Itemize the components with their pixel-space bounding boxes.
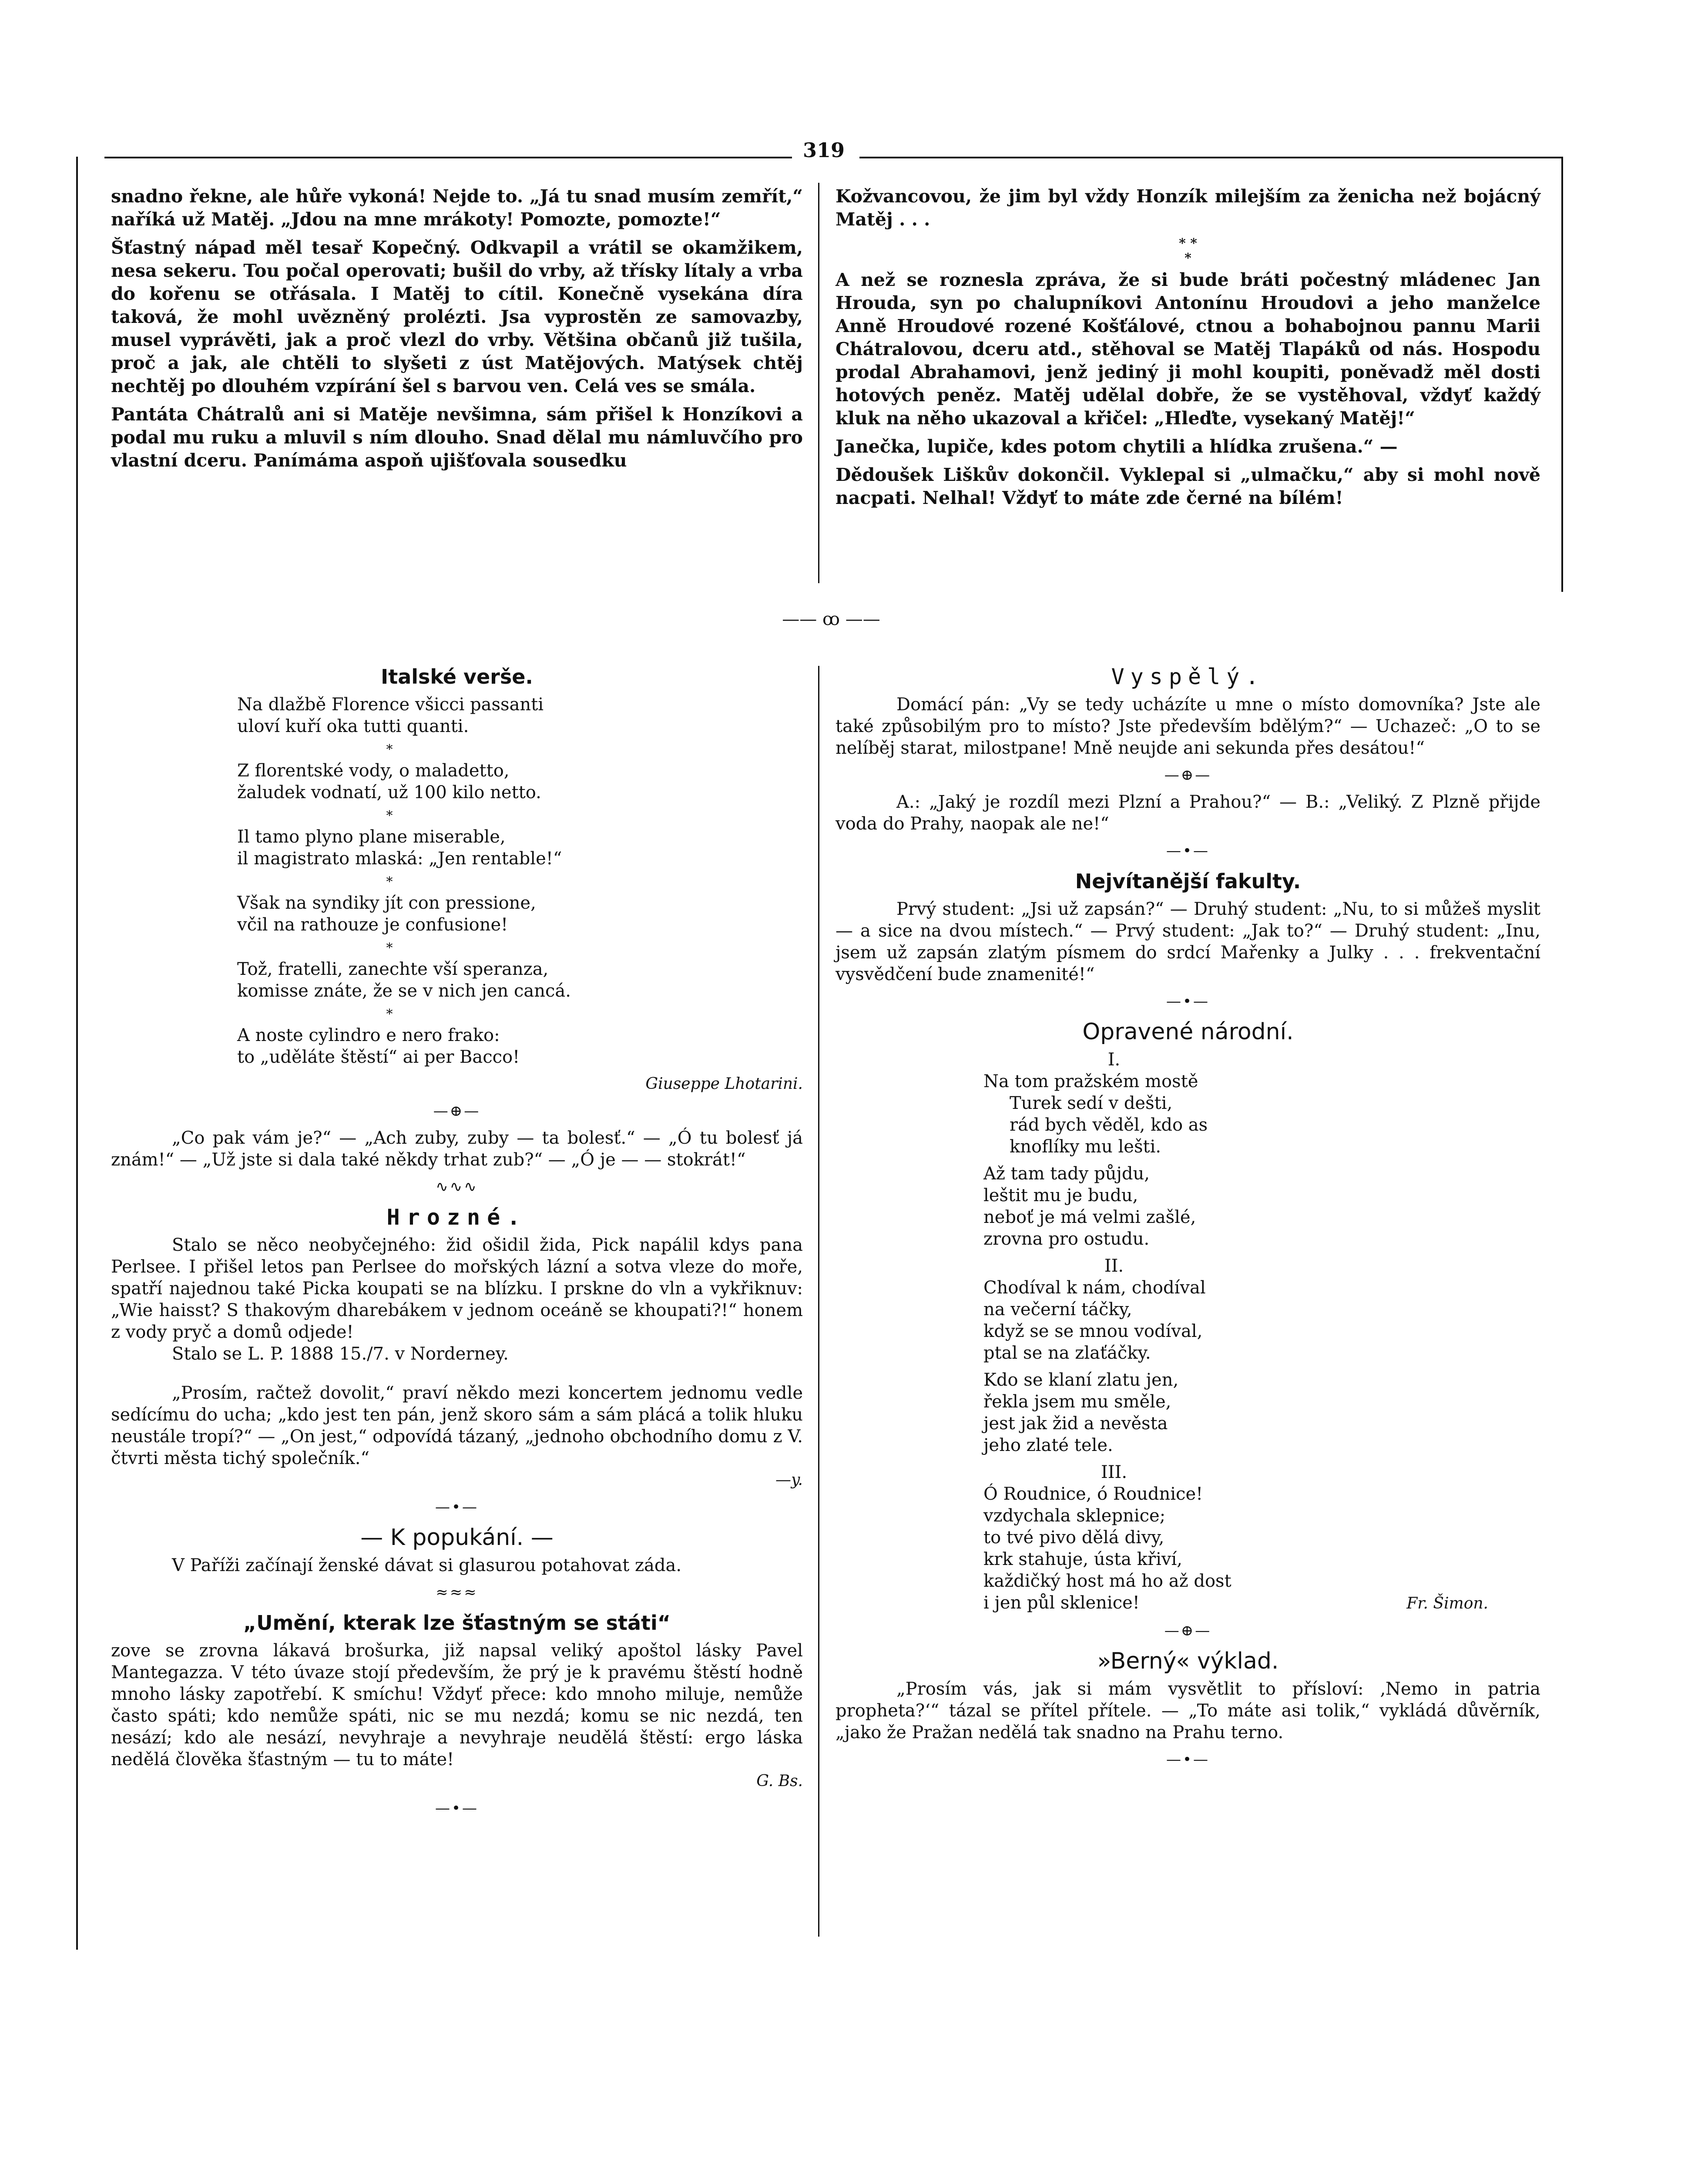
umeni-title: „Umění, kterak lze šťastným se státi“ [243, 1611, 671, 1635]
bottom-right-column [836, 666, 1540, 1776]
verse-line: Až tam tady půjdu, [983, 1164, 1150, 1184]
section-number: III. [1101, 1462, 1127, 1482]
ornament: —•— [435, 1800, 479, 1817]
top-frame-rule-left [104, 157, 792, 158]
stars-separator: * * * [1179, 236, 1197, 266]
stanza [237, 760, 803, 803]
paragraph: snadno řekne, ale hůře vykoná! Nejde to. „Já tu snad musím zemřít,“ naříká už Matěj. „Jdou na mne mrákoty! Pomozte, pomozte!“ [111, 186, 803, 230]
paragraph: A než se roznesla zpráva, že si bude bráti počestný mládenec Jan Hrouda, syn po chalupníkovi Antonínu Hroudovi a jeho manželce Anně Hroudové rozené Košťálové, ctnou a bohabojnou pannu Marii Chátralovou, dceru atd., stěhoval se Matěj Tlapáků od nás. Hospodu prodal Abrahamovi, jenž jediný ji mohl koupiti, poněvadž měl dosti hotových peněz. Matěj udělal dobře, že se vystěhoval, vždyť každý kluk na něho ukazoval a křičel: „Hleďte, vysekaný Matěj!“ [836, 269, 1540, 429]
opravene-poem [836, 1049, 1540, 1614]
umeni-text: zove se zrovna lákavá brošurka, již napsal veliký apoštol lásky Pavel Mantegazza. V této úvaze stojí především, že prý je k pravému štěstí hodně mnoho lásky zapotřebí. K smíchu! Vždyť přece: kdo mnoho miluje, nemůže často spáti; kdo nemůže spáti, nic se mu nezdá; komu se nic nezdá, ten nesází; kdo ale nesází, nevyhraje a nevyhraje neudělá štěstí: ergo láska nedělá člověka šťastným — tu to máte! [111, 1641, 803, 1770]
verse-line: komisse znáte, že se v nich jen cancá. [237, 981, 571, 1001]
verse-line: Na dlažbě Florence všicci passanti [237, 695, 544, 715]
verse-line: to „uděláte štěstí“ ai per Bacco! [237, 1047, 520, 1067]
ornament: —•— [435, 1498, 479, 1516]
koncert-text: „Prosím, račtež dovolit,“ praví někdo mezi koncertem jednomu vedle sedícímu do ucha; „kdo jest ten pán, jenž skoro sám a sám plácá a tolik hluku neustále tropí?“ — „On jest,“ odpovídá tázaný, „jednoho obchodního domu z V. čtvrti města tichý společník.“ [111, 1383, 803, 1468]
ornament: ≈≈≈ [436, 1584, 478, 1601]
verse-line: na večerní táčky, [983, 1300, 1132, 1320]
paragraph: Janečka, lupiče, kdes potom chytili a hlídka zrušena.“ — [836, 436, 1398, 457]
ornament: —⊕— [433, 1102, 481, 1120]
hrozne-footer: Stalo se L. P. 1888 15./7. v Norderney. [172, 1344, 509, 1364]
verse-line: když se se mnou vodíval, [983, 1321, 1203, 1341]
italske-title: Italské verše. [381, 665, 533, 688]
stanza [237, 826, 803, 870]
verse-line: knoflíky mu lešti. [1010, 1137, 1161, 1157]
paragraph: Pantáta Chátralů ani si Matěje nevšimna, sám přišel k Honzíkovi a podal mu ruku a mluvil s ním dlouho. Snad dělal mu námluvčího pro vlastní dceru. Panímáma aspoň ujišťovala sousedku [111, 404, 803, 471]
star: * [386, 1007, 393, 1022]
stanza [983, 1071, 1540, 1158]
berny-title: »Berný« výklad. [1097, 1648, 1279, 1674]
verse-line: Turek sedí v dešti, [1010, 1093, 1173, 1113]
verse-line: Chodíval k nám, chodíval [983, 1278, 1206, 1298]
center-divider-ornament: —— ꝏ —— [782, 609, 880, 629]
opravene-title: Opravené národní. [1082, 1019, 1294, 1045]
ornament: —•— [1166, 1751, 1210, 1768]
plzen-text: A.: „Jaký je rozdíl mezi Plzní a Prahou?“ — B.: „Veliký. Z Plzně přijde voda do Prahy, naopak ale ne!“ [836, 792, 1540, 834]
paragraph: Šťastný nápad měl tesař Kopečný. Odkvapil a vrátil se okamžikem, nesa sekeru. Tou počal operovati; bušil do vrby, až třísky lítaly a vrba do kořenu se otřásala. I Matěj to cítil. Konečně vysekána díra taková, že mohl uvězněný prolézti. Jsa vyprostěn ze samovazby, musel vyprávěti, jak a proč vlezl do vrby. Většina občanů již tušila, proč a jak, ale chtěli to slyšeti z úst Matějových. Matýsek chtěj nechtěj po dlouhém vzpírání šel s barvou ven. Celá ves se smála. [111, 237, 803, 396]
ornament: —•— [1166, 842, 1210, 860]
verse-line: jest jak žid a nevěsta [983, 1414, 1168, 1434]
top-frame-rule-right [859, 157, 1562, 158]
verse-line: il magistrato mlaská: „Jen rentable!“ [237, 849, 562, 869]
bottom-left-column [111, 666, 803, 1824]
verse-line: Il tamo plyno plane miserable, [237, 827, 506, 847]
star: * [386, 742, 393, 757]
verse-line: A noste cylindro e nero frako: [237, 1025, 500, 1045]
verse-line: vzdychala sklepnice; [983, 1506, 1166, 1526]
star: * [386, 940, 393, 956]
bottom-column-divider [818, 666, 819, 1937]
opravene-signature: Fr. Šimon. [1406, 1595, 1488, 1612]
hrozne-title: Hrozné. [386, 1205, 527, 1230]
page-number: 319 [803, 138, 845, 162]
section-number: II. [1104, 1256, 1124, 1276]
paragraph: Kožvancovou, že jim byl vždy Honzík milejším za ženicha než bojácný Matěj . . . [836, 186, 1540, 230]
verse-line: i jen půl sklenice! [983, 1593, 1140, 1613]
verse-line: Tož, fratelli, zanechte vší speranza, [237, 959, 549, 979]
fakulty-title: Nejvítanější fakulty. [1075, 870, 1301, 893]
top-frame-right-edge [1561, 157, 1563, 592]
berny-text: „Prosím vás, jak si mám vysvětlit to přísloví: ‚Nemo in patria propheta?‘“ tázal se přítel přítele. — „To máte asi tolik,“ vykládá důvěrník, „jako že Pražan nedělá tak snadno na Prahu terno. [836, 1679, 1540, 1743]
popukani-title: — K popukání. — [360, 1525, 554, 1551]
verse-line: Na tom pražském mostě [983, 1071, 1198, 1091]
verse-line: Však na syndiky jít con pressione, [237, 893, 536, 913]
ornament: —⊕— [1164, 1622, 1212, 1639]
stanza [237, 694, 803, 737]
verse-line: neboť je má velmi zašlé, [983, 1207, 1196, 1227]
star: * [386, 874, 393, 890]
popukani-text: V Paříži začínají ženské dávat si glasurou potahovat záda. [172, 1555, 682, 1575]
umeni-signature: G. Bs. [756, 1772, 803, 1790]
ornament: ∿∿∿ [436, 1178, 478, 1195]
verse-line: to tvé pivo dělá divy, [983, 1528, 1164, 1548]
verse-line: ptal se na zlaťáčky. [983, 1343, 1151, 1363]
top-left-column [111, 185, 803, 477]
fakulty-text: Prvý student: „Jsi už zapsán?“ — Druhý student: „Nu, to si můžeš myslit — a sice na dvou místech.“ — Prvý student: „Jak to?“ — Druhý student: „Inu, jsem už zapsán zlatým písmem do srdcí Mařenky a Julky . . . frekventační vysvědčení bude znamenité!“ [836, 899, 1540, 984]
verse-line: řekla jsem mu směle, [983, 1392, 1171, 1412]
verse-line: krk stahuje, ústa křiví, [983, 1549, 1182, 1569]
verse-line: Ó Roudnice, ó Roudnice! [983, 1484, 1203, 1504]
verse-line: rád bych věděl, kdo as [1010, 1115, 1208, 1135]
stanza [983, 1163, 1540, 1250]
stanza [237, 958, 803, 1002]
verse-line: včil na rathouze je confusione! [237, 915, 508, 935]
stanza [983, 1369, 1540, 1456]
stanza [237, 1024, 803, 1068]
koncert-signature: —y. [775, 1471, 803, 1489]
verse-line: uloví kuří oka tutti quanti. [237, 716, 469, 736]
italske-signature: Giuseppe Lhotarini. [645, 1075, 803, 1093]
star: * [386, 808, 393, 823]
top-frame-left-edge [76, 157, 78, 1950]
section-number: I. [1107, 1050, 1121, 1070]
italske-poem [111, 694, 803, 1068]
stanza [983, 1277, 1540, 1364]
verse-line: Kdo se klaní zlatu jen, [983, 1370, 1179, 1390]
paragraph: Dědoušek Liškův dokončil. Vyklepal si „ulmačku,“ aby si mohl nově nacpati. Nelhal! Vždyť to máte zde černé na bílém! [836, 464, 1540, 508]
stanza [237, 892, 803, 936]
top-right-column [836, 185, 1540, 515]
verse-line: jeho zlaté tele. [983, 1435, 1113, 1455]
vyspely-title: Vyspělý. [1111, 664, 1265, 689]
vyspely-text: Domácí pán: „Vy se tedy ucházíte u mne o místo domovníka? Jste ale také způsobilým pro to místo? Jste především bdělým?“ — Uchazeč: „O to se nelíběj starat, milostpane! Mně neujde ani sekunda přes desátou!“ [836, 695, 1540, 758]
ornament: —•— [1166, 993, 1210, 1010]
hrozne-text: Stalo se něco neobyčejného: žid ošidil žida, Pick napálil kdys pana Perlsee. I přišel letos pan Perlsee do mořských lázní a sotva vleze do moře, spatří najednou také Picka koupati se na blízku. I prskne do vln a vykřiknuv: „Wie haisst? S thakovým dharebákem v jednom oceáně se khoupati?!“ honem z vody pryč a domů odjede! [111, 1235, 803, 1342]
verse-line: každičký host má ho až dost [983, 1571, 1232, 1591]
zuby-dialogue: „Co pak vám je?“ — „Ach zuby, zuby — ta bolesť.“ — „Ó tu bolesť já znám!“ — „Už jste si dala také někdy trhat zub?“ — „Ó je — — stokrát!“ [111, 1128, 803, 1170]
verse-line: leštit mu je budu, [983, 1185, 1138, 1206]
verse-line: zrovna pro ostudu. [983, 1229, 1150, 1249]
ornament: —⊕— [1164, 766, 1212, 784]
verse-line: žaludek vodnatí, už 100 kilo netto. [237, 782, 541, 803]
verse-line: Z florentské vody, o maladetto, [237, 761, 510, 781]
top-column-divider [818, 183, 819, 583]
